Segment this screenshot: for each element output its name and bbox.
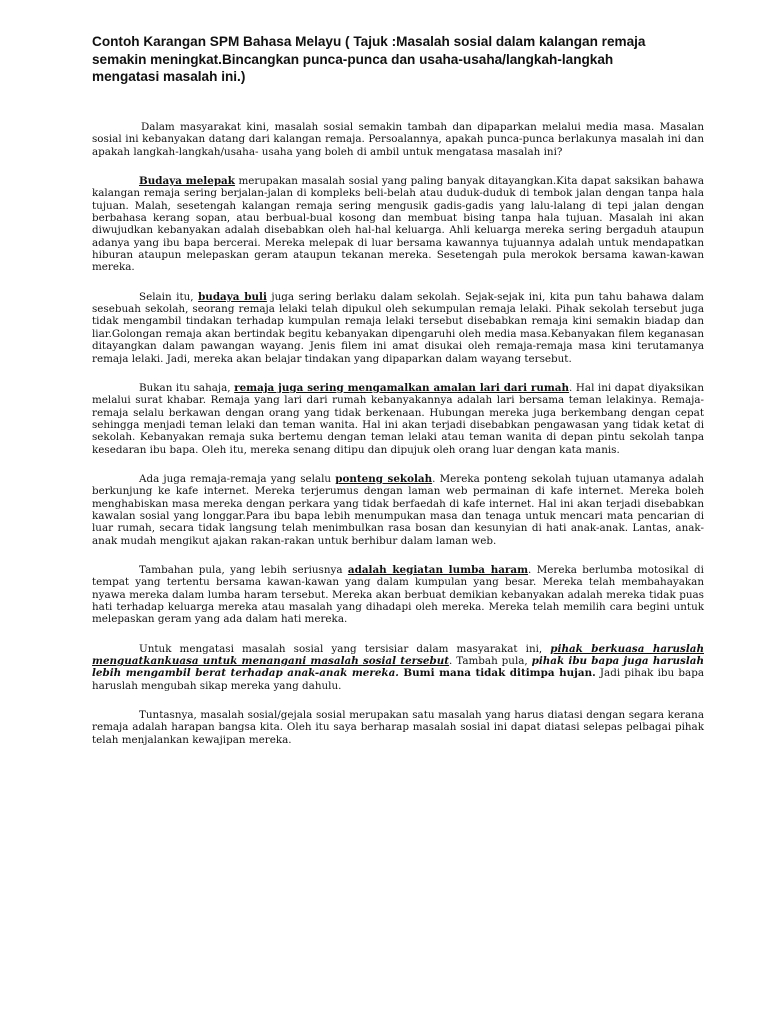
paragraph-mid: . Tambah pula, <box>449 655 532 668</box>
key-point-ponteng-sekolah: ponteng sekolah <box>335 472 433 485</box>
key-point-pihak-berkuasa: pihak berkuasa haruslah menguatkankuasa untuk menangani masalah sosial tersebut <box>92 642 704 668</box>
document-title: Contoh Karangan SPM Bahasa Melayu ( Tajuk :Masalah sosial dalam kalangan remaja semakin meningkat.Bincangkan punca-punca dan usaha-usaha/langkah-langkah mengatasi masalah ini.) <box>92 34 646 85</box>
key-point-lari-dari-rumah: remaja juga sering mengamalkan amalan lari dari rumah <box>234 381 570 394</box>
paragraph-intro <box>92 121 704 158</box>
key-point-budaya-buli: budaya buli <box>198 290 267 303</box>
paragraph-budaya-buli <box>92 291 704 365</box>
paragraph-text: Jadi pihak ibu bapa haruslah mengubah sikap mereka yang dahulu. <box>92 667 704 692</box>
paragraph-text: . Mereka berlumba motosikal di tempat yang tertentu bersama kawan-kawan yang dalam kumpulan yang besar. Mereka telah membahayakan nyawa mereka dalam lumba haram tersebut. Mereka akan berbuat demikian kebanyakan adalah mereka tidak puas hati terhadap keluarga mereka atau masalah yang dihadapi oleh mereka. Mereka telah memilih cara begini untuk melepaskan geram yang ada dalam hati mereka. <box>92 563 704 626</box>
paragraph-text: . Hal ini dapat diyaksikan melalui surat khabar. Remaja yang lari dari rumah kebanyakannya adalah lari bersama teman lelakinya. Remaja-remaja selalu berkawan dengan orang yang tidak berkenaan. Hubungan mereka juga berkembang dengan cepat sehingga menjadi teman lelaki dan teman wanita. Hal ini akan terjadi disebabkan pengawasan yang tidak ketat di sekolah. Kebanyakan remaja suka bertemu dengan teman lelaki atau teman wanita di depan pintu sekolah tanpa kesedaran ibu bapa. Oleh itu, mereka senang ditipu dan dipujuk oleh orang luar dengan kata manis. <box>92 381 704 456</box>
paragraph-text: . Mereka ponteng sekolah tujuan utamanya adalah berkunjung ke kafe internet. Mereka terjerumus dengan laman web permainan di kafe internet. Mereka boleh menghabiskan masa mereka dengan perkara yang tidak berfaedah di kafe internet. Hal ini akan terjadi disebabkan kawalan sosial yang longgar.Para ibu bapa lebih menumpukan masa dan tenaga untuk mencari mata pencarian di luar rumah, secara tidak langsung telah menimbulkan rasa bosan dan kesunyian di hati anak-anak. Lantas, anak-anak mudah mengikut ajakan rakan-rakan untuk berhibur dalam laman web. <box>92 472 704 547</box>
paragraph-lead: Ada juga remaja-remaja yang selalu <box>139 472 336 485</box>
paragraph-lari-dari-rumah <box>92 382 704 456</box>
paragraph-langkah-mengatasi <box>92 643 704 692</box>
paragraph-kesimpulan <box>92 709 704 746</box>
paragraph-lead: Tambahan pula, yang lebih seriusnya <box>139 563 348 576</box>
paragraph-budaya-melepak <box>92 175 704 274</box>
key-point-ibu-bapa: pihak ibu bapa juga haruslah lebih mengambil berat terhadap anak-anak mereka. <box>92 655 704 680</box>
paragraph-ponteng-sekolah <box>92 473 704 547</box>
paragraph-text: Tuntasnya, masalah sosial/gejala sosial merupakan satu masalah yang harus diatasi dengan segara kerana remaja adalah harapan bangsa kita. Oleh itu saya berharap masalah sosial ini dapat diatasi selepas pelbagai pihak telah menjalankan kewajipan mereka. <box>92 709 704 746</box>
key-point-budaya-melepak: Budaya melepak <box>139 175 235 188</box>
key-point-lumba-haram: adalah kegiatan lumba haram <box>347 563 529 576</box>
paragraph-text: Dalam masyarakat kini, masalah sosial semakin tambah dan dipaparkan melalui media masa. Masalan sosial ini kebanyakan datang dari kalangan remaja. Persoalannya, apakah punca-punca berlakunya masalah ini dan apakah langkah-langkah/usaha- usaha yang boleh di ambil untuk mengatasa masalah ini? <box>92 121 704 158</box>
paragraph-lead: Untuk mengatasi masalah sosial yang tersisiar dalam masyarakat ini, <box>139 642 551 655</box>
paragraph-text: juga sering berlaku dalam sekolah. Sejak-sejak ini, kita pun tahu bahawa dalam sesebuah sekolah, seorang remaja lelaki telah dipukul oleh sekumpulan remaja lelaki. Pihak sekolah tersebut juga tidak mengambil tindakan terhadap kumpulan remaja lelaki tersebut disebabkan remaja kini semakin biadap dan liar.Golongan remaja akan bertindak begitu kebanyakan dipengaruhi oleh media masa.Kebanyakan filem keganasan ditayangkan dalam pawangan wayang. Jenis filem ini amat disukai oleh remaja-remaja masa kini terutamanya remaja lelaki. Jadi, mereka akan belajar tindakan yang dipaparkan dalam wayang tersebut. <box>92 290 704 365</box>
essay-body <box>92 121 704 763</box>
paragraph-text: merupakan masalah sosial yang paling banyak ditayangkan.Kita dapat saksikan bahawa kalangan remaja sering berjalan-jalan di kompleks beli-belah atau duduk-duduk di tembok jalan dengan tanpa hala tujuan. Malah, sesetengah kalangan remaja sering mengusik gadis-gadis yang lalu-lalang di tepi jalan dengan berbahasa kerang sopan, atau berbual-bual kosong dan membuat bising tanpa hala tujuan. Masalah ini akan diwujudkan kebanyakan adalah disebabkan oleh hal-hal keluarga. Ahli keluarga mereka sering bergaduh ataupun adanya yang ibu bapa bercerai. Mereka melepak di luar bersama kawannya tujuannya adalah untuk mendapatkan hiburan ataupun melepaskan geram ataupun tekanan mereka. Sesetengah pula merokok bersama kawan-kawan mereka. <box>92 175 705 274</box>
paragraph-lead: Selain itu, <box>139 290 199 303</box>
peribahasa: Bumi mana tidak ditimpa hujan. <box>398 667 596 680</box>
paragraph-lumba-haram <box>92 564 704 626</box>
paragraph-lead: Bukan itu sahaja, <box>139 381 235 394</box>
